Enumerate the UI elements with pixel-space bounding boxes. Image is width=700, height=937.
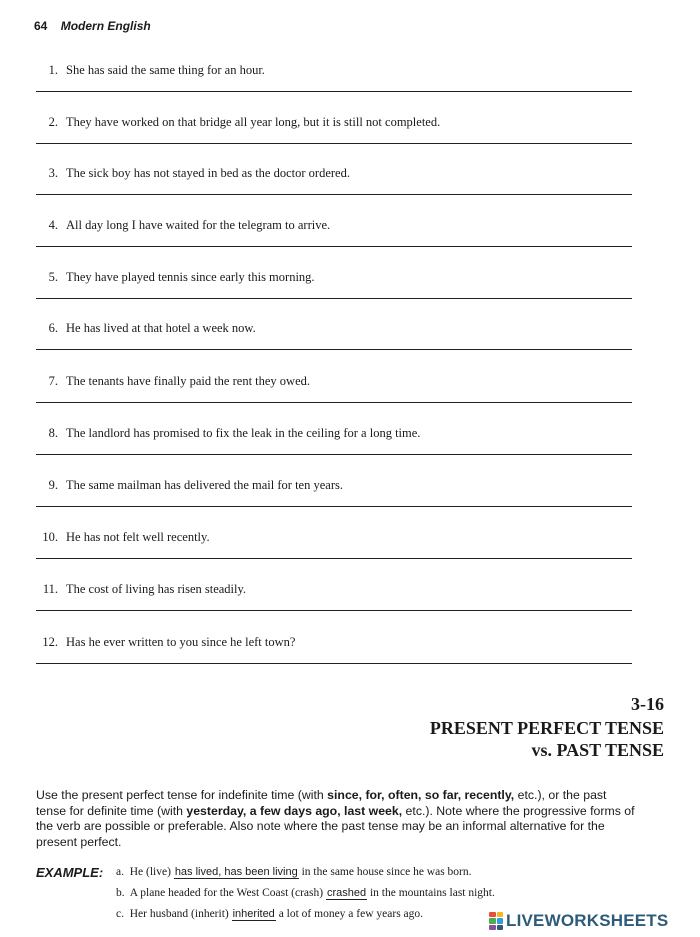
exercise-sentence: They have worked on that bridge all year long, but it is still not completed.	[66, 115, 441, 129]
exercise-item	[36, 166, 632, 206]
liveworksheets-logo-text: LIVEWORKSHEETS	[506, 911, 669, 930]
exercise-sentence: The tenants have finally paid the rent they owed.	[66, 374, 311, 388]
example-letter: b.	[116, 887, 125, 899]
exercise-sentence: They have played tennis since early this morning.	[66, 270, 315, 284]
logo-square	[497, 918, 504, 923]
logo-square	[489, 925, 496, 930]
example-label: EXAMPLE:	[36, 865, 104, 880]
example-item	[116, 866, 472, 878]
exercise-item	[36, 115, 632, 155]
logo-square	[489, 918, 496, 923]
answer-line[interactable]	[36, 506, 632, 507]
exercise-item	[36, 321, 632, 361]
exercise-sentence: He has not felt well recently.	[66, 530, 210, 544]
liveworksheets-logo-icon	[489, 912, 503, 930]
exercise-item	[36, 530, 632, 570]
section-title: PRESENT PERFECT TENSE	[429, 718, 664, 738]
example-continuation: a lot of money a few years ago.	[278, 908, 424, 920]
answer-line[interactable]	[36, 143, 632, 144]
instructions-text: etc.), or the past tense for definite time (with	[36, 788, 607, 818]
logo-square	[497, 912, 504, 917]
exercise-item	[36, 218, 632, 258]
example-answer: inherited	[232, 908, 275, 920]
exercise-sentence: She has said the same thing for an hour.	[66, 63, 265, 77]
section-number: 3-16	[631, 694, 664, 714]
exercise-number: 5.	[48, 270, 58, 284]
answer-line[interactable]	[36, 298, 632, 299]
exercise-number: 4.	[48, 218, 58, 232]
answer-line[interactable]	[36, 663, 632, 664]
exercise-item	[36, 478, 632, 518]
exercise-number: 7.	[48, 374, 58, 388]
answer-line[interactable]	[36, 454, 632, 455]
example-prompt: He (live)	[129, 866, 171, 878]
exercise-number: 12.	[42, 635, 58, 649]
page-header	[34, 19, 151, 33]
example-answer: has lived, has been living	[174, 866, 298, 878]
instructions-text: Use the present perfect tense for indefinite time (with	[36, 788, 328, 802]
answer-line[interactable]	[36, 349, 632, 350]
instructions-text: etc.). Note where the progressive forms of the verb are possible or preferable. Also note where the past tense may be an informal alternative for the present perfect.	[36, 803, 635, 849]
exercise-number: 11.	[42, 582, 58, 596]
example-item	[116, 887, 495, 899]
exercise-sentence: The landlord has promised to fix the leak in the ceiling for a long time.	[66, 426, 421, 440]
instructions-keywords: yesterday, a few days ago, last week,	[186, 803, 403, 818]
exercise-item	[36, 63, 632, 103]
exercise-number: 10.	[42, 530, 58, 544]
exercise-sentence: The same mailman has delivered the mail for ten years.	[66, 478, 343, 492]
instructions-keywords: since, for, often, so far, recently,	[327, 788, 515, 802]
answer-line[interactable]	[36, 402, 632, 403]
exercise-sentence: He has lived at that hotel a week now.	[66, 321, 256, 335]
answer-line[interactable]	[36, 610, 632, 611]
example-letter: a.	[116, 866, 124, 878]
exercise-sentence: The sick boy has not stayed in bed as the doctor ordered.	[66, 166, 350, 180]
section-subtitle: vs. PAST TENSE	[531, 740, 664, 760]
logo-square	[489, 912, 496, 917]
exercise-sentence: The cost of living has risen steadily.	[66, 582, 247, 596]
answer-line[interactable]	[36, 194, 632, 195]
example-item	[116, 908, 423, 920]
instructions-paragraph	[36, 788, 636, 850]
answer-line[interactable]	[36, 558, 632, 559]
example-letter: c.	[116, 908, 124, 920]
example-answer: crashed	[326, 887, 367, 899]
book-title: Modern English	[60, 19, 151, 33]
page-number: 64	[34, 19, 48, 33]
exercise-number: 1.	[48, 63, 58, 77]
exercise-number: 3.	[48, 166, 58, 180]
example-continuation: in the mountains last night.	[369, 887, 495, 899]
exercise-item	[36, 270, 632, 310]
exercise-number: 6.	[48, 321, 58, 335]
exercise-item	[36, 426, 632, 466]
example-prompt: A plane headed for the West Coast (crash)	[129, 887, 324, 899]
exercise-sentence: Has he ever written to you since he left town?	[66, 635, 296, 649]
logo-square	[497, 925, 504, 930]
answer-line[interactable]	[36, 91, 632, 92]
example-continuation: in the same house since he was born.	[301, 866, 472, 878]
example-prompt: Her husband (inherit)	[129, 908, 229, 920]
exercise-item	[36, 582, 632, 622]
exercise-number: 2.	[48, 115, 58, 129]
exercise-sentence: All day long I have waited for the telegram to arrive.	[66, 218, 331, 232]
liveworksheets-logo	[489, 910, 668, 932]
exercise-number: 9.	[48, 478, 58, 492]
exercise-number: 8.	[48, 426, 58, 440]
exercise-item	[36, 374, 632, 414]
exercise-item	[36, 635, 632, 675]
answer-line[interactable]	[36, 246, 632, 247]
